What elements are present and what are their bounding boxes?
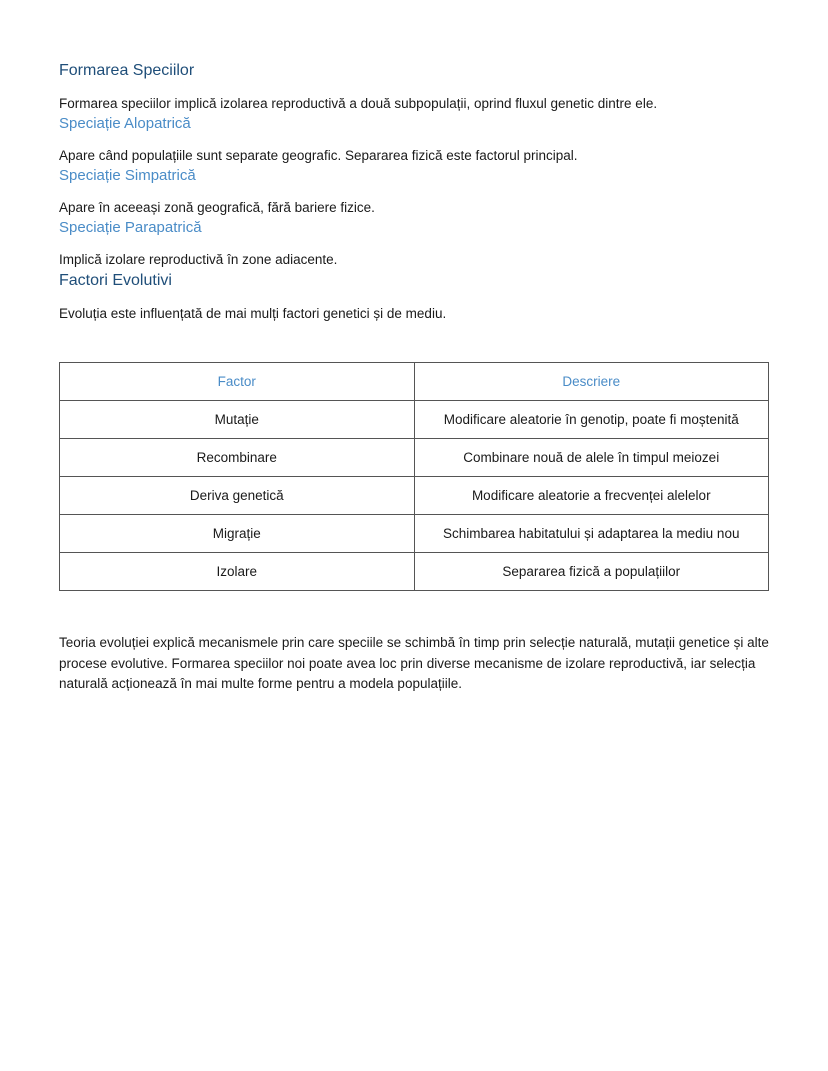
section-title-formation: Formarea Speciilor bbox=[59, 62, 195, 79]
table-cell-description: Modificare aleatorie a frecvenței alelelor bbox=[414, 477, 769, 515]
subsection-text-sympatric: Apare în aceeași zonă geografică, fără bariere fizice. bbox=[59, 200, 375, 215]
table-cell-factor: Recombinare bbox=[60, 439, 415, 477]
table-header-description: Descriere bbox=[414, 363, 769, 401]
section-title-factors: Factori Evolutivi bbox=[59, 272, 172, 289]
table-row bbox=[60, 477, 769, 515]
table-cell-description: Separarea fizică a populațiilor bbox=[414, 553, 769, 591]
table-cell-factor: Izolare bbox=[60, 553, 415, 591]
factors-table bbox=[59, 362, 769, 591]
table-cell-description: Schimbarea habitatului și adaptarea la mediu nou bbox=[414, 515, 769, 553]
formation-intro: Formarea speciilor implică izolarea reproductivă a două subpopulații, oprind fluxul genetic dintre ele. bbox=[59, 96, 658, 111]
table-cell-factor: Deriva genetică bbox=[60, 477, 415, 515]
table-cell-description: Modificare aleatorie în genotip, poate fi moștenită bbox=[414, 401, 769, 439]
table-row bbox=[60, 553, 769, 591]
table-row bbox=[60, 515, 769, 553]
subsection-title-sympatric: Speciație Simpatrică bbox=[59, 167, 196, 184]
conclusion-paragraph: Teoria evoluției explică mecanismele prin care speciile se schimbă în timp prin selecție naturală, mutații genetice și alte procese evolutive. Formarea speciilor noi poate avea loc prin diverse mecanisme de izolare reproductivă, iar selecția naturală acționează în mai multe forme pentru a modela populațiile. bbox=[59, 635, 769, 691]
subsection-title-allopatric: Speciație Alopatrică bbox=[59, 115, 191, 132]
table-row bbox=[60, 439, 769, 477]
table-row bbox=[60, 401, 769, 439]
table-cell-factor: Migrație bbox=[60, 515, 415, 553]
table-cell-factor: Mutație bbox=[60, 401, 415, 439]
table-cell-description: Combinare nouă de alele în timpul meiozei bbox=[414, 439, 769, 477]
table-header-row bbox=[60, 363, 769, 401]
subsection-text-parapatric: Implică izolare reproductivă în zone adiacente. bbox=[59, 252, 338, 267]
subsection-text-allopatric: Apare când populațiile sunt separate geografic. Separarea fizică este factorul principal. bbox=[59, 148, 578, 163]
factors-intro: Evoluția este influențată de mai mulți factori genetici și de mediu. bbox=[59, 306, 447, 321]
subsection-title-parapatric: Speciație Parapatrică bbox=[59, 219, 202, 236]
table-header-factor: Factor bbox=[60, 363, 415, 401]
